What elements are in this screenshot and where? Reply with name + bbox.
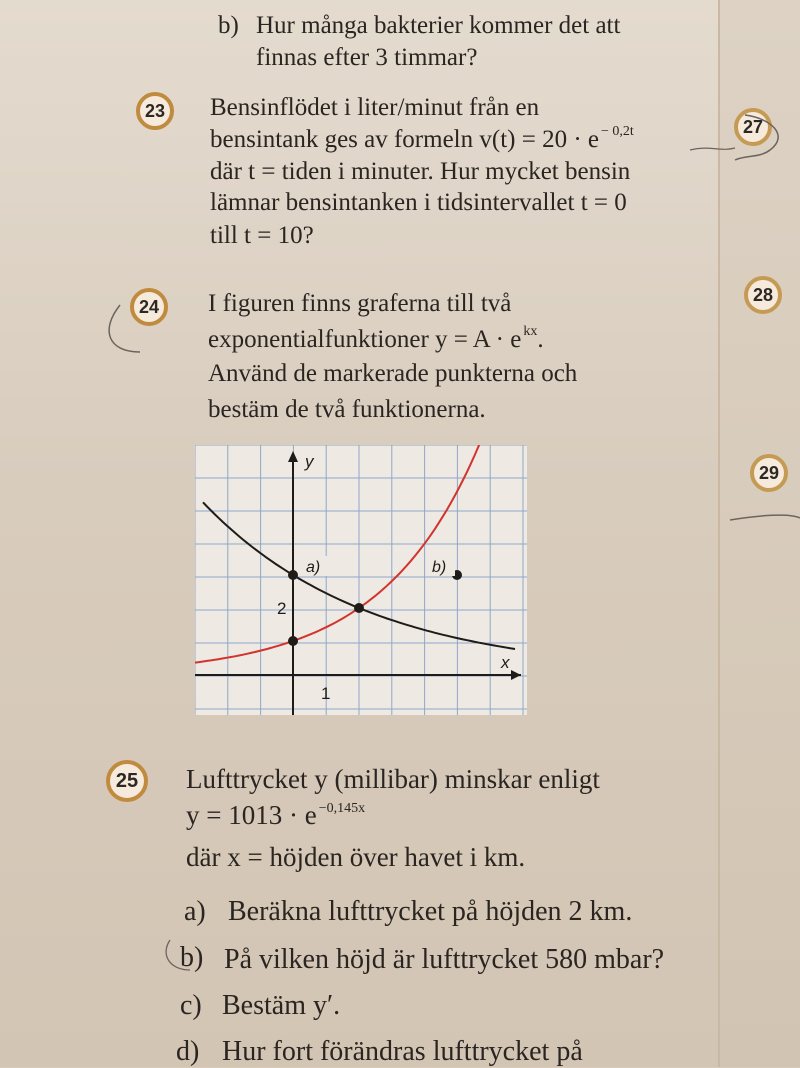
p25-item-c-label: c) [180,990,202,1021]
p23-line3: där t = tiden i minuter. Hur mycket bensin [210,158,631,185]
p25-item-d-text: Hur fort förändras lufttrycket på [222,1036,583,1067]
p25-item-d-label: d) [176,1036,200,1067]
p24-line2: exponentialfunktioner y = A · e $^{kx}$. [208,324,544,353]
point-curve-a-intercept [288,570,298,580]
tick-label-y-2: 2 [277,599,287,618]
p25-item-c-text: Bestäm y′. [222,990,341,1021]
p25-line1: Lufttrycket y (millibar) minskar enligt [186,764,600,794]
problem-24-badge: 24 [130,288,168,326]
p24-line1: I figuren finns graferna till två [208,290,512,317]
y-axis-label: y [305,452,314,471]
right-margin-column [718,0,800,1067]
p23-line4: lämnar bensintanken i tidsintervallet t = 0 [210,189,627,216]
side-problem-29-badge: 29 [750,454,788,492]
point-curve-b-intercept [288,636,298,646]
graph-svg [195,445,527,715]
p23-line1: Bensinflödet i liter/minut från en [210,94,540,121]
problem-23-badge: 23 [136,92,174,130]
p25-item-b-label: b) [180,942,204,973]
q22b-label: b) [218,12,239,39]
q22b-line2: finnas efter 3 timmar? [256,44,478,71]
p24-line3: Använd de markerade punkterna och [208,360,578,387]
x-axis-label: x [501,653,510,672]
point-intersection [354,603,364,613]
curve-a-label: a) [306,559,321,576]
side-problem-28-badge: 28 [744,276,782,314]
tick-label-x-1: 1 [321,684,331,703]
problem-25-badge: 25 [106,760,148,802]
p25-item-a-label: a) [184,896,206,927]
exponential-graph-figure [195,445,527,715]
p25-item-b-text: På vilken höjd är lufttrycket 580 mbar? [224,944,665,975]
curve-b-label: b) [432,559,447,576]
p23-line2: bensintank ges av formeln v(t) = 20 · e $^{- 0,2t}$ [210,124,634,153]
p25-line2: y = 1013 · e $^{-0,145x}$ [186,800,366,830]
p23-line5: till t = 10? [210,222,314,249]
side-problem-27-badge: 27 [734,108,772,146]
q22b-line1: Hur många bakterier kommer det att [256,12,621,39]
p25-line3: där x = höjden över havet i km. [186,842,526,872]
p25-item-a-text: Beräkna lufttrycket på höjden 2 km. [228,896,633,927]
p24-line4: bestäm de två funktionerna. [208,396,486,423]
